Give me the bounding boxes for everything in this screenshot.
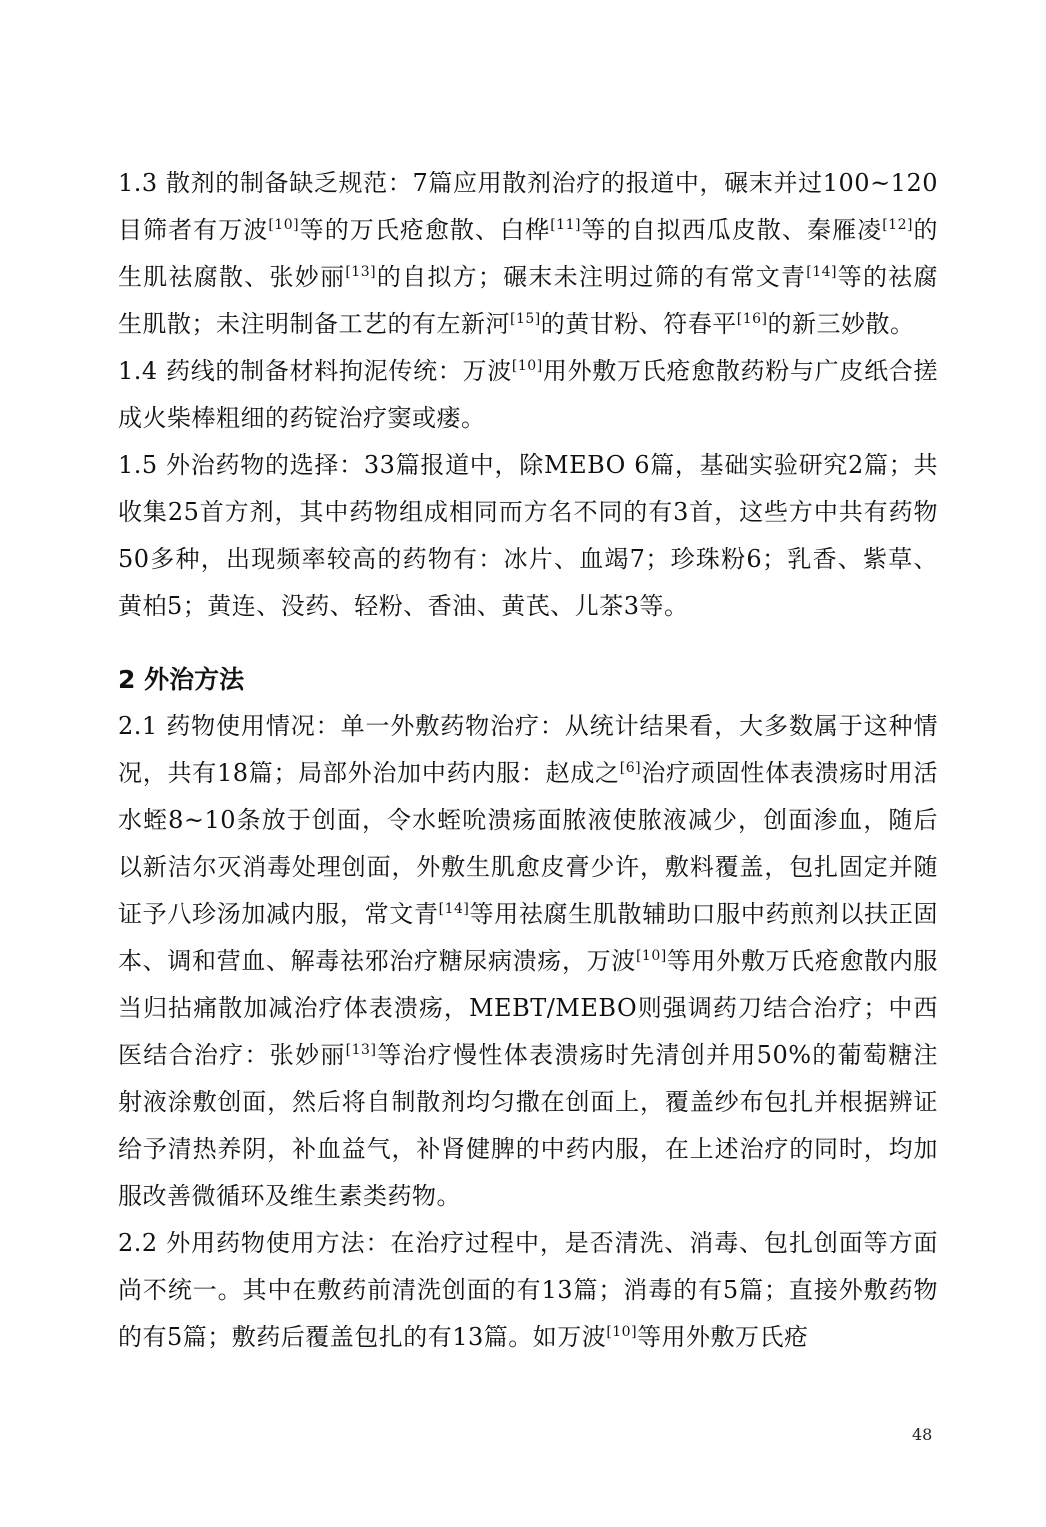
citation-marker: [12] (882, 217, 913, 233)
paragraph-1-4: 1.4 药线的制备材料拘泥传统：万波[10]用外敷万氏疮愈散药粉与广皮纸合搓成火柴棒粗细的药锭治疗窦或瘘。 (118, 357, 939, 432)
page-number: 48 (912, 1425, 933, 1444)
citation-marker: [10] (268, 217, 300, 233)
citation-marker: [10] (635, 948, 667, 964)
citation-marker: [10] (606, 1324, 638, 1340)
citation-marker: [10] (511, 358, 543, 374)
citation-marker: [14] (438, 901, 470, 917)
paragraph-2-1: 2.1 药物使用情况：单一外敷药物治疗：从统计结果看，大多数属于这种情况，共有18篇；局部外治加中药内服：赵成之[6]治疗顽固性体表溃疡时用活水蛭8~10条放于创面，令水蛭吮溃疡面脓液使脓液减少，创面渗血，随后以新洁尔灭消毒处理创面，外敷生肌愈皮膏少许，敷料覆盖，包扎固定并随证予八珍汤加减内服，常文青[14]等用祛腐生肌散辅助口服中药煎剂以扶正固本、调和营血、解毒祛邪治疗糖尿病溃疡，万波[10]等用外敷万氏疮愈散内服当归拈痛散加减治疗体表溃疡，MEBT/MEBO则强调药刀结合治疗；中西医结合治疗：张妙丽[13]等治疗慢性体表溃疡时先清创并用50%的葡萄糖注射液涂敷创面，然后将自制散剂均匀撒在创面上，覆盖纱布包扎并根据辨证给予清热养阴，补血益气，补肾健脾的中药内服，在上述治疗的同时，均加服改善微循环及维生素类药物。 (118, 712, 939, 1210)
paragraph-1-5: 1.5 外治药物的选择：33篇报道中，除MEBO 6篇，基础实验研究2篇；共收集25首方剂，其中药物组成相同而方名不同的有3首，这些方中共有药物50多种，出现频率较高的药物有：冰片、血竭7；珍珠粉6；乳香、紫草、黄柏5；黄连、没药、轻粉、香油、黄芪、儿茶3等。 (118, 451, 938, 620)
section-heading: 2 外治方法 (118, 665, 245, 694)
citation-marker: [16] (736, 311, 768, 327)
citation-marker: [6] (619, 760, 642, 776)
citation-marker: [13] (345, 1042, 377, 1058)
citation-marker: [15] (510, 311, 541, 327)
citation-marker: [14] (806, 264, 837, 280)
citation-marker: [13] (345, 264, 377, 280)
paragraph-1-3: 1.3 散剂的制备缺乏规范：7篇应用散剂治疗的报道中，碾末并过100~120目筛者有万波[10]等的万氏疮愈散、白桦[11]等的自拟西瓜皮散、秦雁凌[12]的生肌祛腐散、张妙丽[13]的自拟方；碾末未注明过筛的有常文青[14]等的祛腐生肌散；未注明制备工艺的有左新河[15]的黄甘粉、符春平[16]的新三妙散。 (118, 169, 939, 338)
document-body (118, 160, 938, 1361)
citation-marker: [11] (550, 217, 581, 233)
paragraph-2-2: 2.2 外用药物使用方法：在治疗过程中，是否清洗、消毒、包扎创面等方面尚不统一。其中在敷药前清洗创面的有13篇；消毒的有5篇；直接外敷药物的有5篇；敷药后覆盖包扎的有13篇。如万波[10]等用外敷万氏疮 (118, 1229, 938, 1351)
